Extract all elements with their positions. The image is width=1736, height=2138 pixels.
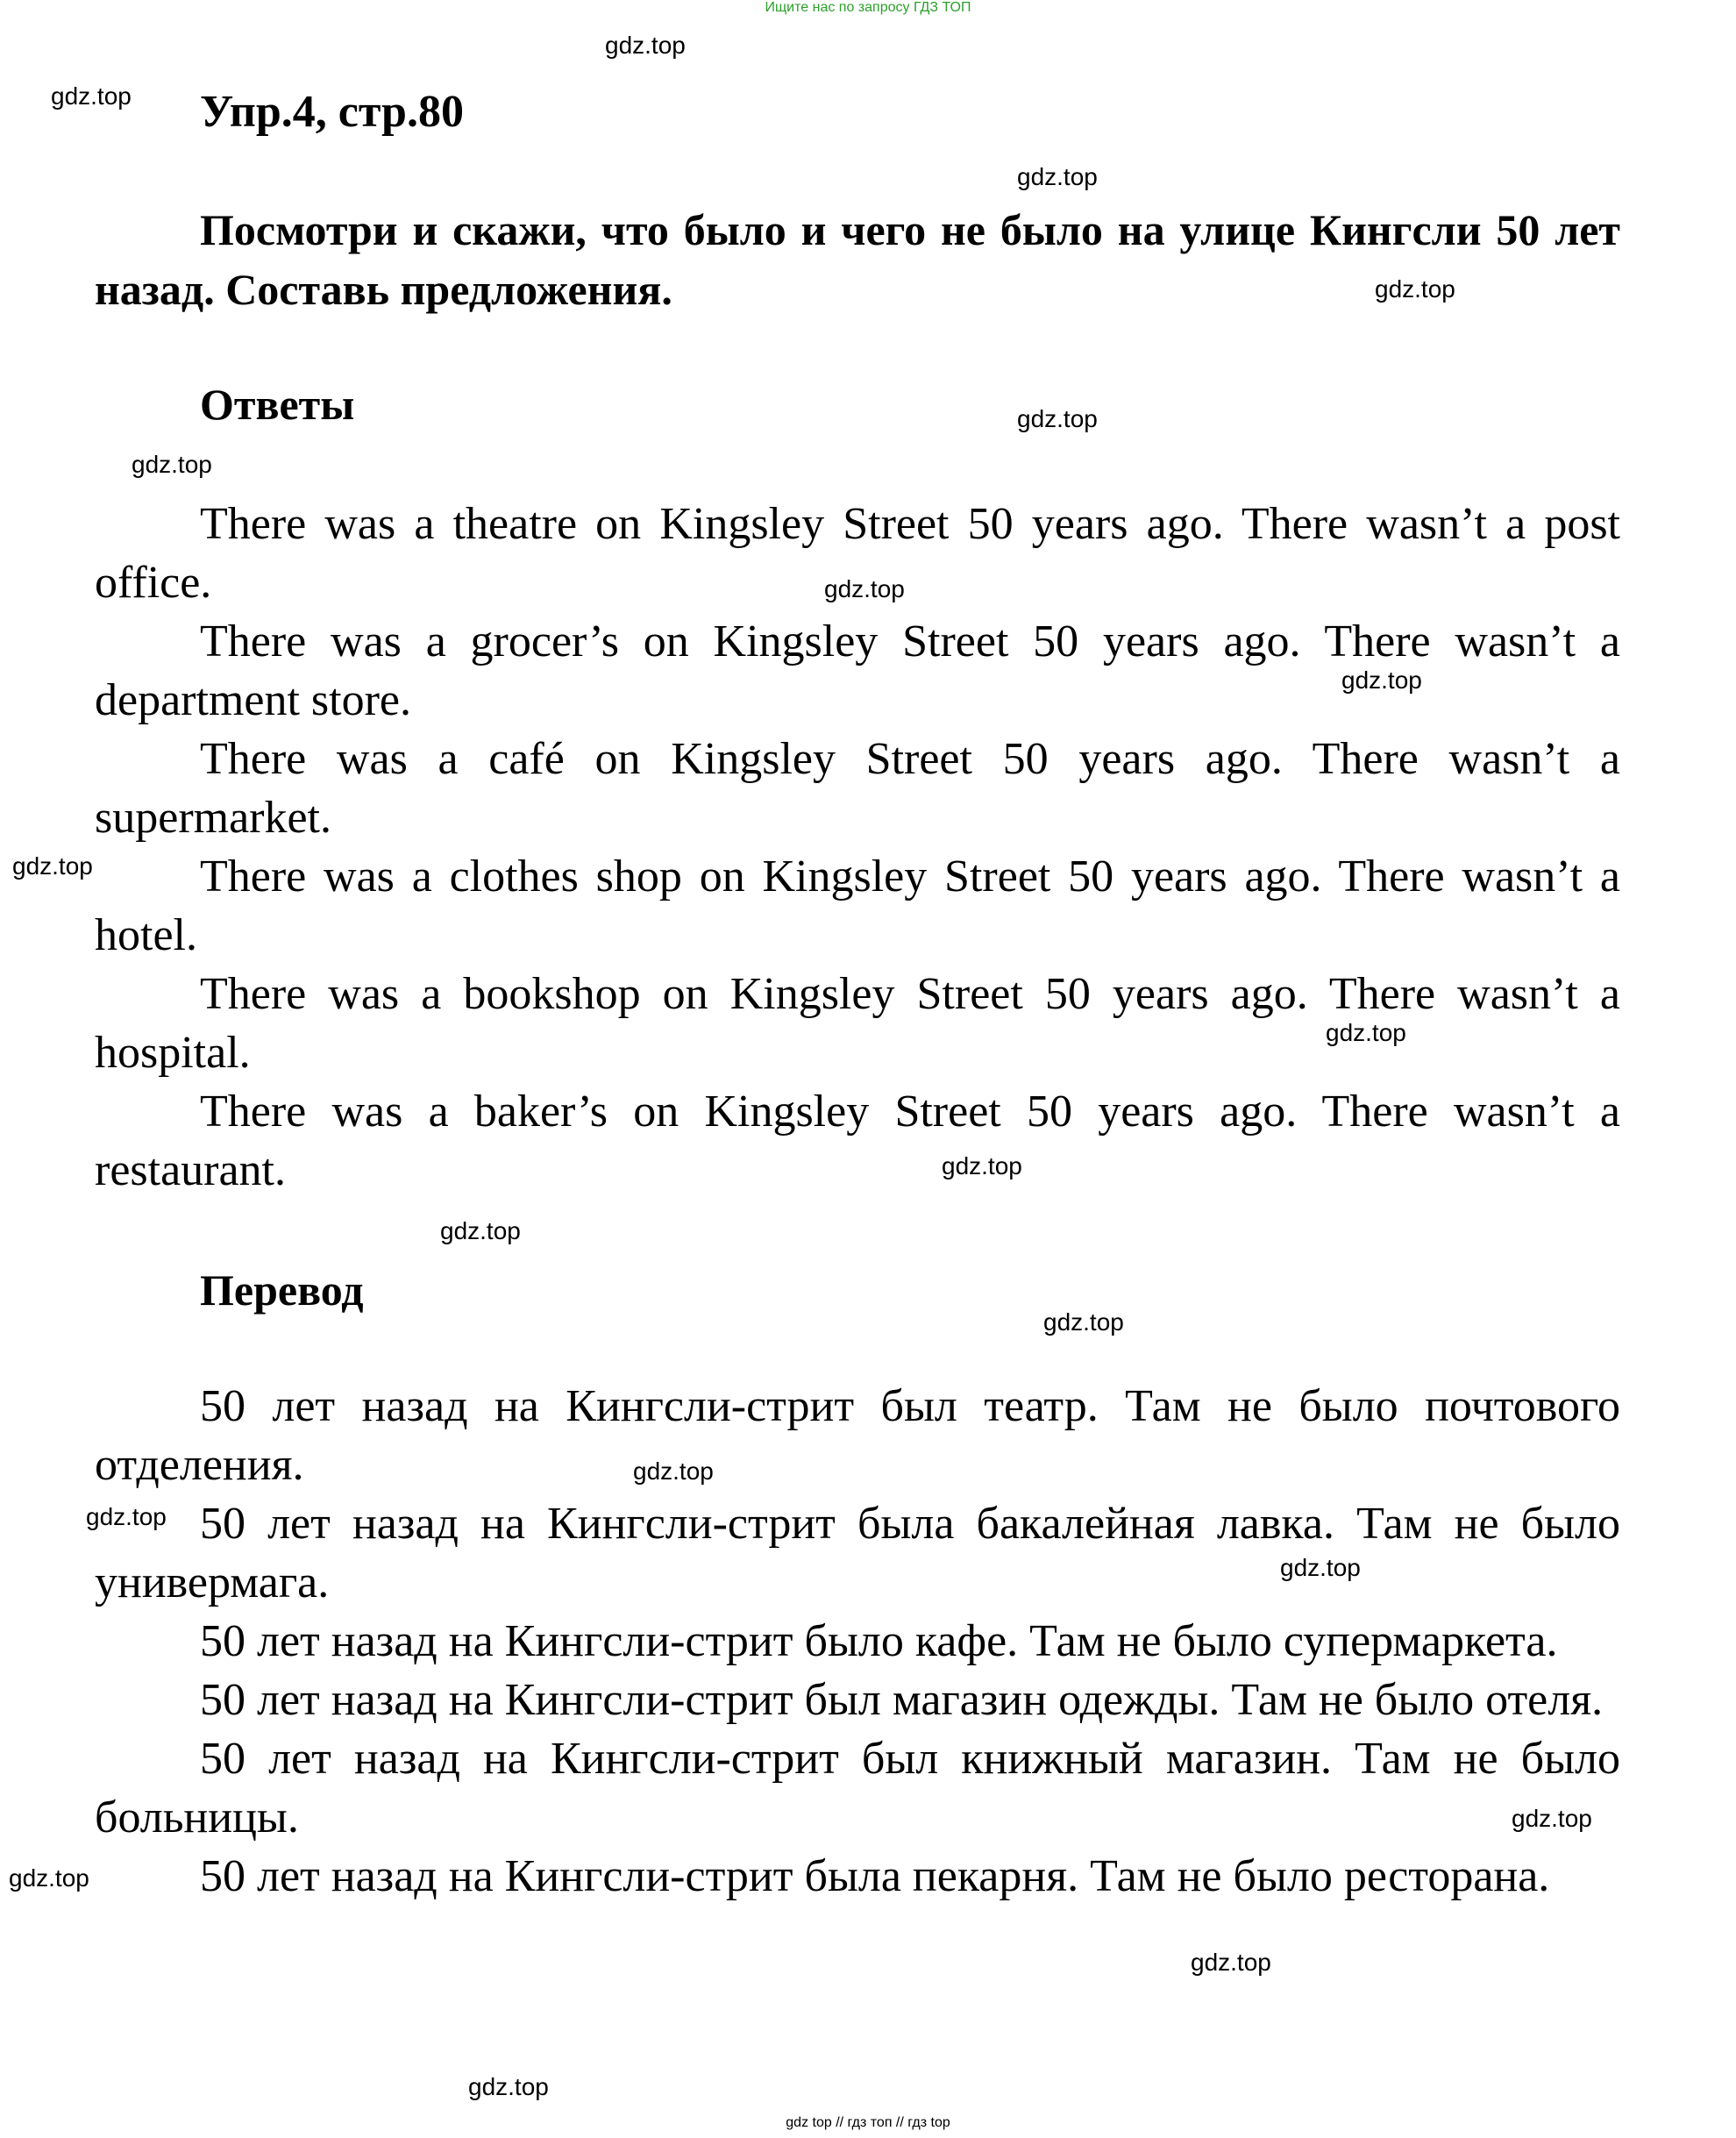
watermark: gdz.top <box>1191 1949 1271 1976</box>
watermark: gdz.top <box>824 575 905 602</box>
watermark: gdz.top <box>132 451 212 478</box>
page-title: Упр.4, стр.80 <box>200 87 464 137</box>
answer-paragraph: There was a café on Kingsley Street 50 years ago. There wasn’t a supermarket. <box>95 734 1620 843</box>
watermark: gdz.top <box>468 2073 549 2100</box>
translation-paragraph: 50 лет назад на Кингсли-стрит был театр. Там не было почтового отделения. <box>95 1381 1620 1490</box>
top-banner-link[interactable]: Ищите нас по запросу ГДЗ ТОП <box>765 0 971 15</box>
answer-paragraph: There was a clothes shop on Kingsley Street 50 years ago. There wasn’t a hotel. <box>95 852 1620 960</box>
watermark: gdz.top <box>86 1503 167 1530</box>
answer-paragraph: There was a bookshop on Kingsley Street 50 years ago. There wasn’t a hospital. <box>95 969 1620 1078</box>
translation-paragraph: 50 лет назад на Кингсли-стрит был магазин одежды. Там не было отеля. <box>200 1675 1604 1725</box>
watermark: gdz.top <box>1043 1308 1124 1336</box>
watermark: gdz.top <box>942 1152 1022 1179</box>
translation-paragraph: 50 лет назад на Кингсли-стрит была бакалейная лавка. Там не было универмага. <box>95 1499 1620 1607</box>
watermark: gdz.top <box>1375 275 1455 303</box>
watermark: gdz.top <box>1017 163 1098 190</box>
watermark: gdz.top <box>9 1864 89 1892</box>
answers-list <box>95 495 1620 1200</box>
answer-paragraph: There was a grocer’s on Kingsley Street 50 years ago. There wasn’t a department store. <box>95 616 1620 725</box>
translation-paragraph: 50 лет назад на Кингсли-стрит было кафе. Там не было супермаркета. <box>200 1616 1558 1666</box>
translations-list <box>95 1377 1620 1906</box>
translation-heading: Перевод <box>200 1265 364 1315</box>
watermark: gdz.top <box>1280 1554 1361 1581</box>
answer-paragraph: There was a baker’s on Kingsley Street 50 years ago. There wasn’t a restaurant. <box>95 1087 1620 1195</box>
translation-paragraph: 50 лет назад на Кингсли-стрит была пекарня. Там не было ресторана. <box>200 1851 1550 1901</box>
watermark: gdz.top <box>1017 405 1098 432</box>
watermark: gdz.top <box>1512 1805 1592 1832</box>
watermark: gdz.top <box>12 852 93 880</box>
watermark: gdz.top <box>1341 666 1422 694</box>
watermark: gdz.top <box>633 1457 714 1485</box>
watermark: gdz.top <box>605 32 686 59</box>
footer-links[interactable]: gdz top // гдз топ // гдз top <box>786 2115 950 2130</box>
answer-paragraph: There was a theatre on Kingsley Street 50 years ago. There wasn’t a post office. <box>95 499 1620 608</box>
translation-paragraph: 50 лет назад на Кингсли-стрит был книжный магазин. Там не было больницы. <box>95 1734 1620 1842</box>
task-statement: Посмотри и скажи, что было и чего не было на улице Кингсли 50 лет назад. Составь предложения. <box>95 205 1620 314</box>
watermark: gdz.top <box>51 82 132 110</box>
answers-heading: Ответы <box>200 380 355 429</box>
watermark: gdz.top <box>1326 1019 1406 1046</box>
watermark: gdz.top <box>440 1217 521 1244</box>
